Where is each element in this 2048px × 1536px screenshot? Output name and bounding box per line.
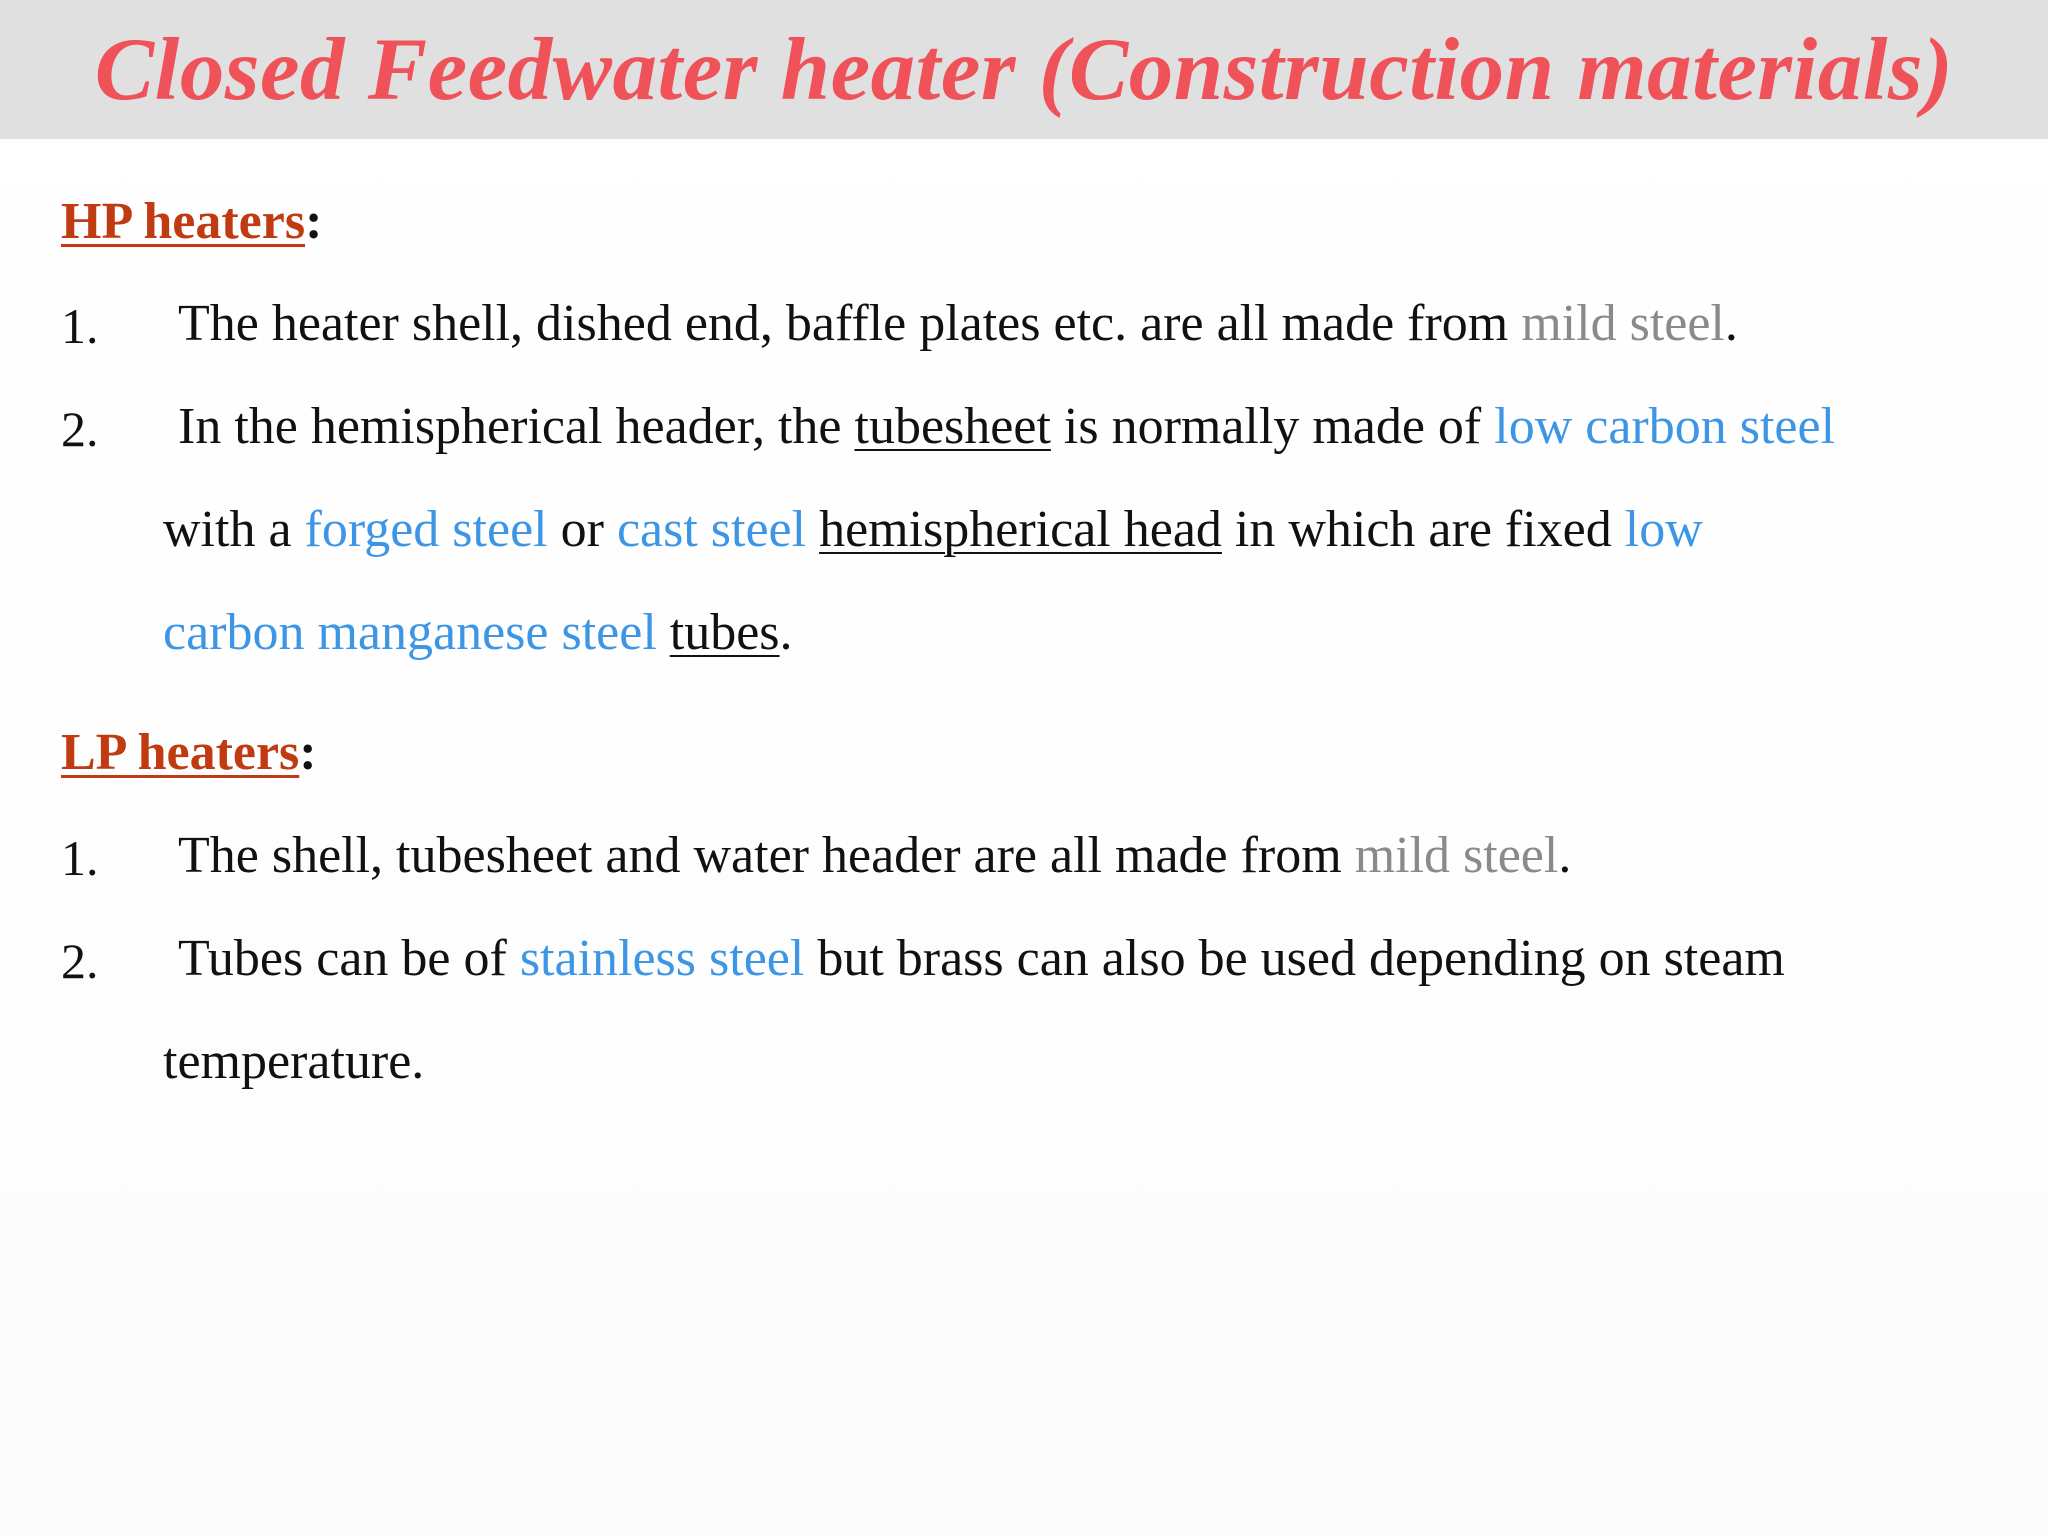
- text-segment: [657, 604, 670, 661]
- lp-item-2-line-2: [163, 1032, 424, 1091]
- slide-title: Closed Feedwater heater (Construction materials): [94, 20, 1954, 119]
- text-segment-underline: tubesheet: [854, 398, 1051, 455]
- text-segment: .: [1558, 827, 1572, 884]
- text-segment-underline: hemispherical head: [819, 501, 1222, 558]
- lp-heaters-label: LP heaters: [61, 724, 300, 781]
- lp-item-2-line-1: [178, 929, 1785, 988]
- text-segment: Tubes can be of: [178, 930, 520, 987]
- text-segment: The shell, tubesheet and water header are all made from: [178, 827, 1355, 884]
- title-bar: [0, 0, 2048, 139]
- hp-item-2-number: 2.: [61, 401, 99, 457]
- text-segment-blue: carbon manganese steel: [163, 604, 657, 661]
- lp-item-1-line-1: [178, 826, 1571, 885]
- text-segment: but brass can also be used depending on steam: [804, 930, 1785, 987]
- hp-item-2-line-3: [163, 603, 793, 662]
- text-segment-grey: mild steel: [1521, 295, 1725, 352]
- text-segment: In the hemispherical header, the: [178, 398, 855, 455]
- text-segment: The heater shell, dished end, baffle plates etc. are all made from: [178, 295, 1522, 352]
- hp-heaters-heading: [61, 192, 322, 251]
- text-segment: temperature.: [163, 1033, 425, 1090]
- hp-heaters-colon: :: [305, 193, 323, 250]
- hp-item-2-line-2: [163, 500, 1703, 559]
- text-segment: .: [1724, 295, 1738, 352]
- hp-heaters-label: HP heaters: [61, 193, 306, 250]
- hp-item-1-number: 1.: [61, 298, 99, 354]
- lp-item-1-number: 1.: [61, 830, 99, 886]
- lp-heaters-heading: [61, 723, 317, 782]
- text-segment: .: [779, 604, 793, 661]
- text-segment-underline: tubes: [669, 604, 780, 661]
- text-segment: is normally made of: [1050, 398, 1495, 455]
- text-segment-blue: stainless steel: [519, 930, 805, 987]
- text-segment-blue: cast steel: [616, 501, 807, 558]
- text-segment: in which are fixed: [1221, 501, 1625, 558]
- hp-item-2-line-1: [178, 397, 1835, 456]
- lp-item-2-number: 2.: [61, 933, 99, 989]
- text-segment-blue: low carbon steel: [1494, 398, 1836, 455]
- text-segment-blue: forged steel: [304, 501, 548, 558]
- text-segment-grey: mild steel: [1354, 827, 1559, 884]
- text-segment: [806, 501, 819, 558]
- text-segment: or: [547, 501, 617, 558]
- lp-heaters-colon: :: [299, 724, 317, 781]
- hp-item-1-line-1: [178, 294, 1738, 353]
- text-segment-blue: low: [1624, 501, 1703, 558]
- text-segment: with a: [163, 501, 305, 558]
